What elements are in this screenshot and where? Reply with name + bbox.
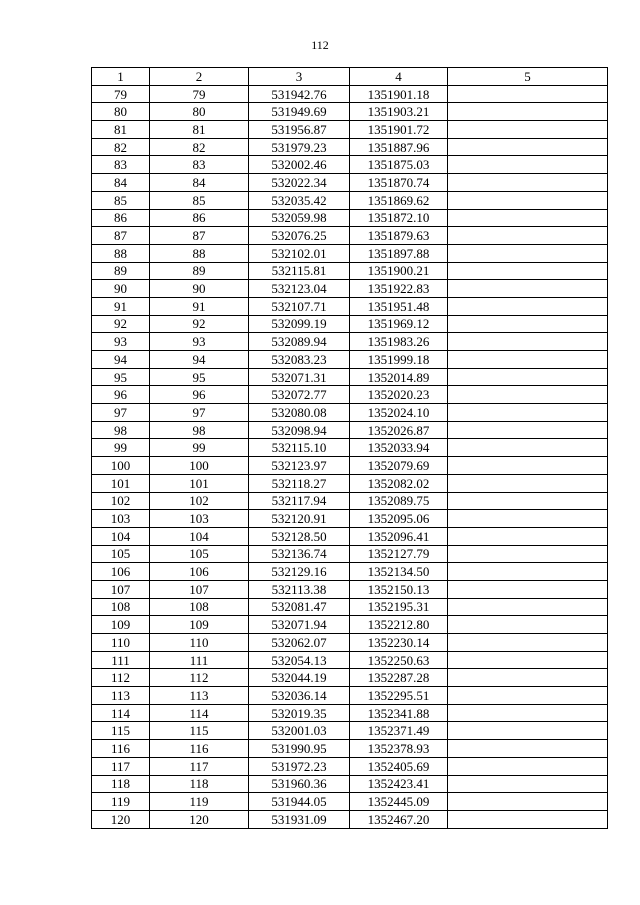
table-row	[92, 297, 608, 315]
table-row	[92, 722, 608, 740]
table-cell-col-2: 104	[150, 527, 249, 545]
table-cell-col-2: 87	[150, 227, 249, 245]
table-row	[92, 227, 608, 245]
table-cell-col-4: 1352230.14	[350, 634, 448, 652]
table-cell-col-3: 532120.91	[249, 510, 350, 528]
table-row	[92, 634, 608, 652]
table-cell-col-2: 108	[150, 598, 249, 616]
table-cell-col-1: 118	[92, 775, 150, 793]
table-cell-col-3: 532089.94	[249, 333, 350, 351]
table-cell-col-4: 1351901.18	[350, 85, 448, 103]
table-cell-col-5	[448, 492, 608, 510]
table-cell-col-2: 115	[150, 722, 249, 740]
table-cell-col-2: 106	[150, 563, 249, 581]
table-cell-col-1: 93	[92, 333, 150, 351]
table-cell-col-5	[448, 209, 608, 227]
table-cell-col-1: 79	[92, 85, 150, 103]
table-cell-col-3: 532113.38	[249, 580, 350, 598]
table-cell-col-1: 109	[92, 616, 150, 634]
table-cell-col-2: 98	[150, 421, 249, 439]
table-cell-col-5	[448, 634, 608, 652]
table-cell-col-3: 532044.19	[249, 669, 350, 687]
table-cell-col-4: 1351903.21	[350, 103, 448, 121]
column-header-1: 1	[92, 68, 150, 86]
table-cell-col-4: 1352089.75	[350, 492, 448, 510]
table-cell-col-3: 532115.81	[249, 262, 350, 280]
table-cell-col-2: 105	[150, 545, 249, 563]
table-cell-col-1: 84	[92, 174, 150, 192]
table-cell-col-4: 1352014.89	[350, 368, 448, 386]
table-cell-col-2: 89	[150, 262, 249, 280]
table-row	[92, 704, 608, 722]
table-cell-col-5	[448, 262, 608, 280]
table-cell-col-5	[448, 704, 608, 722]
table-cell-col-1: 105	[92, 545, 150, 563]
column-header-2: 2	[150, 68, 249, 86]
table-cell-col-2: 90	[150, 280, 249, 298]
table-cell-col-5	[448, 227, 608, 245]
table-cell-col-5	[448, 439, 608, 457]
table-cell-col-4: 1351887.96	[350, 138, 448, 156]
table-cell-col-1: 95	[92, 368, 150, 386]
table-cell-col-3: 532059.98	[249, 209, 350, 227]
table-cell-col-3: 532019.35	[249, 704, 350, 722]
table-cell-col-2: 113	[150, 687, 249, 705]
table-row	[92, 457, 608, 475]
table-cell-col-4: 1352020.23	[350, 386, 448, 404]
table-cell-col-2: 83	[150, 156, 249, 174]
table-cell-col-3: 532054.13	[249, 651, 350, 669]
table-cell-col-2: 91	[150, 297, 249, 315]
table-cell-col-1: 120	[92, 810, 150, 828]
table-cell-col-4: 1351969.12	[350, 315, 448, 333]
table-cell-col-2: 97	[150, 404, 249, 422]
table-row	[92, 156, 608, 174]
table-cell-col-4: 1351951.48	[350, 297, 448, 315]
table-row	[92, 386, 608, 404]
table-cell-col-3: 531990.95	[249, 740, 350, 758]
table-cell-col-3: 532071.31	[249, 368, 350, 386]
table-cell-col-4: 1352423.41	[350, 775, 448, 793]
table-cell-col-2: 117	[150, 757, 249, 775]
table-cell-col-1: 86	[92, 209, 150, 227]
table-cell-col-2: 107	[150, 580, 249, 598]
table-cell-col-1: 111	[92, 651, 150, 669]
table-row	[92, 103, 608, 121]
table-row	[92, 598, 608, 616]
table-cell-col-1: 114	[92, 704, 150, 722]
table-cell-col-4: 1351999.18	[350, 351, 448, 369]
table-cell-col-3: 532035.42	[249, 191, 350, 209]
table-cell-col-3: 532117.94	[249, 492, 350, 510]
table-cell-col-2: 94	[150, 351, 249, 369]
table-cell-col-2: 111	[150, 651, 249, 669]
table-cell-col-3: 532123.04	[249, 280, 350, 298]
table-cell-col-4: 1352033.94	[350, 439, 448, 457]
table-cell-col-1: 117	[92, 757, 150, 775]
table-cell-col-1: 99	[92, 439, 150, 457]
table-cell-col-5	[448, 421, 608, 439]
table-cell-col-5	[448, 616, 608, 634]
table-row	[92, 421, 608, 439]
table-cell-col-4: 1351897.88	[350, 244, 448, 262]
table-cell-col-5	[448, 297, 608, 315]
table-cell-col-1: 115	[92, 722, 150, 740]
table-cell-col-2: 82	[150, 138, 249, 156]
table-cell-col-1: 97	[92, 404, 150, 422]
table-cell-col-5	[448, 404, 608, 422]
table-cell-col-4: 1352378.93	[350, 740, 448, 758]
table-row	[92, 85, 608, 103]
table-cell-col-1: 102	[92, 492, 150, 510]
table-cell-col-1: 107	[92, 580, 150, 598]
table-row	[92, 510, 608, 528]
table-cell-col-5	[448, 722, 608, 740]
table-row	[92, 209, 608, 227]
table-cell-col-5	[448, 580, 608, 598]
table-cell-col-2: 88	[150, 244, 249, 262]
table-cell-col-1: 100	[92, 457, 150, 475]
table-cell-col-4: 1352250.63	[350, 651, 448, 669]
table-cell-col-5	[448, 85, 608, 103]
table-cell-col-2: 100	[150, 457, 249, 475]
table-cell-col-3: 532118.27	[249, 474, 350, 492]
table-cell-col-1: 82	[92, 138, 150, 156]
table-cell-col-5	[448, 244, 608, 262]
table-cell-col-1: 110	[92, 634, 150, 652]
table-cell-col-3: 532136.74	[249, 545, 350, 563]
table-row	[92, 474, 608, 492]
table-cell-col-4: 1352134.50	[350, 563, 448, 581]
table-cell-col-3: 532072.77	[249, 386, 350, 404]
table-row	[92, 545, 608, 563]
table-cell-col-3: 532001.03	[249, 722, 350, 740]
table-row	[92, 775, 608, 793]
coordinates-table	[91, 67, 608, 829]
table-cell-col-1: 119	[92, 793, 150, 811]
table-cell-col-2: 80	[150, 103, 249, 121]
table-cell-col-5	[448, 563, 608, 581]
table-cell-col-3: 531949.69	[249, 103, 350, 121]
table-cell-col-1: 98	[92, 421, 150, 439]
table-cell-col-5	[448, 527, 608, 545]
table-cell-col-3: 532071.94	[249, 616, 350, 634]
table-cell-col-1: 88	[92, 244, 150, 262]
table-cell-col-4: 1352095.06	[350, 510, 448, 528]
table-cell-col-5	[448, 669, 608, 687]
table-cell-col-5	[448, 280, 608, 298]
table-cell-col-4: 1352287.28	[350, 669, 448, 687]
column-header-4: 4	[350, 68, 448, 86]
table-cell-col-5	[448, 651, 608, 669]
table-row	[92, 315, 608, 333]
table-cell-col-5	[448, 386, 608, 404]
table-row	[92, 368, 608, 386]
table-cell-col-5	[448, 510, 608, 528]
table-cell-col-3: 531960.36	[249, 775, 350, 793]
table-cell-col-4: 1352212.80	[350, 616, 448, 634]
table-cell-col-2: 96	[150, 386, 249, 404]
table-cell-col-5	[448, 156, 608, 174]
table-cell-col-4: 1352295.51	[350, 687, 448, 705]
table-cell-col-2: 85	[150, 191, 249, 209]
table-cell-col-4: 1352150.13	[350, 580, 448, 598]
table-cell-col-1: 87	[92, 227, 150, 245]
table-row	[92, 351, 608, 369]
table-cell-col-3: 532036.14	[249, 687, 350, 705]
table-cell-col-3: 532102.01	[249, 244, 350, 262]
table-cell-col-4: 1352445.09	[350, 793, 448, 811]
table-row	[92, 687, 608, 705]
table-cell-col-5	[448, 740, 608, 758]
table-cell-col-1: 81	[92, 121, 150, 139]
table-cell-col-5	[448, 333, 608, 351]
table-cell-col-5	[448, 757, 608, 775]
table-cell-col-5	[448, 793, 608, 811]
table-cell-col-1: 85	[92, 191, 150, 209]
column-header-3: 3	[249, 68, 350, 86]
table-cell-col-4: 1351901.72	[350, 121, 448, 139]
table-cell-col-3: 532083.23	[249, 351, 350, 369]
table-cell-col-4: 1352405.69	[350, 757, 448, 775]
table-cell-col-5	[448, 810, 608, 828]
table-cell-col-4: 1351870.74	[350, 174, 448, 192]
table-cell-col-3: 531979.23	[249, 138, 350, 156]
page-number: 112	[311, 38, 329, 52]
table-cell-col-5	[448, 545, 608, 563]
table-cell-col-5	[448, 368, 608, 386]
table-cell-col-3: 532099.19	[249, 315, 350, 333]
table-cell-col-5	[448, 474, 608, 492]
table-row	[92, 757, 608, 775]
table-row	[92, 740, 608, 758]
table-cell-col-3: 532123.97	[249, 457, 350, 475]
table-cell-col-5	[448, 174, 608, 192]
table-cell-col-4: 1351869.62	[350, 191, 448, 209]
table-cell-col-4: 1352096.41	[350, 527, 448, 545]
table-cell-col-3: 532098.94	[249, 421, 350, 439]
table-cell-col-5	[448, 457, 608, 475]
table-cell-col-1: 104	[92, 527, 150, 545]
table-cell-col-2: 102	[150, 492, 249, 510]
table-cell-col-4: 1352341.88	[350, 704, 448, 722]
table-row	[92, 563, 608, 581]
table-cell-col-4: 1352082.02	[350, 474, 448, 492]
table-cell-col-2: 79	[150, 85, 249, 103]
table-cell-col-1: 106	[92, 563, 150, 581]
column-header-5: 5	[448, 68, 608, 86]
table-cell-col-3: 531931.09	[249, 810, 350, 828]
table-row	[92, 439, 608, 457]
table-cell-col-1: 101	[92, 474, 150, 492]
table-row	[92, 810, 608, 828]
table-cell-col-1: 89	[92, 262, 150, 280]
table-cell-col-1: 92	[92, 315, 150, 333]
table-row	[92, 580, 608, 598]
table-cell-col-4: 1352127.79	[350, 545, 448, 563]
table-cell-col-3: 532129.16	[249, 563, 350, 581]
table-cell-col-2: 112	[150, 669, 249, 687]
table-cell-col-2: 81	[150, 121, 249, 139]
table-cell-col-1: 91	[92, 297, 150, 315]
table-cell-col-4: 1351983.26	[350, 333, 448, 351]
table-cell-col-3: 532128.50	[249, 527, 350, 545]
table-cell-col-1: 108	[92, 598, 150, 616]
table-cell-col-2: 120	[150, 810, 249, 828]
table-cell-col-1: 80	[92, 103, 150, 121]
table-cell-col-1: 90	[92, 280, 150, 298]
table-cell-col-2: 114	[150, 704, 249, 722]
table-cell-col-5	[448, 687, 608, 705]
table-cell-col-4: 1352024.10	[350, 404, 448, 422]
table-cell-col-3: 531956.87	[249, 121, 350, 139]
table-cell-col-5	[448, 598, 608, 616]
table-cell-col-2: 116	[150, 740, 249, 758]
table-cell-col-2: 84	[150, 174, 249, 192]
table-cell-col-3: 531942.76	[249, 85, 350, 103]
table-row	[92, 174, 608, 192]
table-cell-col-5	[448, 191, 608, 209]
table-row	[92, 527, 608, 545]
table-row	[92, 333, 608, 351]
table-cell-col-1: 113	[92, 687, 150, 705]
table-cell-col-1: 112	[92, 669, 150, 687]
table-body	[92, 85, 608, 828]
table-cell-col-4: 1352195.31	[350, 598, 448, 616]
table-cell-col-3: 532107.71	[249, 297, 350, 315]
table-cell-col-4: 1351875.03	[350, 156, 448, 174]
table-cell-col-2: 92	[150, 315, 249, 333]
table-row	[92, 262, 608, 280]
table-row	[92, 244, 608, 262]
table-cell-col-3: 532062.07	[249, 634, 350, 652]
table-cell-col-2: 119	[150, 793, 249, 811]
table-cell-col-3: 532002.46	[249, 156, 350, 174]
table-cell-col-1: 116	[92, 740, 150, 758]
table-cell-col-2: 95	[150, 368, 249, 386]
table-cell-col-4: 1352467.20	[350, 810, 448, 828]
table-row	[92, 121, 608, 139]
table-cell-col-3: 531972.23	[249, 757, 350, 775]
table-row	[92, 191, 608, 209]
table-header-row	[92, 68, 608, 86]
table-cell-col-4: 1352371.49	[350, 722, 448, 740]
table-cell-col-5	[448, 775, 608, 793]
table-cell-col-3: 531944.05	[249, 793, 350, 811]
table-cell-col-5	[448, 315, 608, 333]
table-cell-col-2: 118	[150, 775, 249, 793]
table-row	[92, 280, 608, 298]
table-cell-col-3: 532022.34	[249, 174, 350, 192]
table-cell-col-3: 532115.10	[249, 439, 350, 457]
table-cell-col-1: 83	[92, 156, 150, 174]
table-cell-col-2: 93	[150, 333, 249, 351]
table-cell-col-3: 532081.47	[249, 598, 350, 616]
table-cell-col-2: 110	[150, 634, 249, 652]
table-row	[92, 793, 608, 811]
table-row	[92, 616, 608, 634]
table-cell-col-2: 86	[150, 209, 249, 227]
table-cell-col-3: 532076.25	[249, 227, 350, 245]
table-row	[92, 651, 608, 669]
table-cell-col-4: 1352079.69	[350, 457, 448, 475]
table-cell-col-2: 99	[150, 439, 249, 457]
table-cell-col-1: 94	[92, 351, 150, 369]
table-row	[92, 669, 608, 687]
table-cell-col-2: 109	[150, 616, 249, 634]
table-cell-col-4: 1351922.83	[350, 280, 448, 298]
table-cell-col-3: 532080.08	[249, 404, 350, 422]
table-cell-col-1: 103	[92, 510, 150, 528]
table-cell-col-4: 1351900.21	[350, 262, 448, 280]
table-cell-col-4: 1352026.87	[350, 421, 448, 439]
table-cell-col-5	[448, 103, 608, 121]
table-row	[92, 138, 608, 156]
table-cell-col-2: 103	[150, 510, 249, 528]
table-cell-col-4: 1351879.63	[350, 227, 448, 245]
table-cell-col-4: 1351872.10	[350, 209, 448, 227]
table-cell-col-5	[448, 121, 608, 139]
table-cell-col-2: 101	[150, 474, 249, 492]
table-row	[92, 404, 608, 422]
table-cell-col-1: 96	[92, 386, 150, 404]
table-cell-col-5	[448, 351, 608, 369]
table-cell-col-5	[448, 138, 608, 156]
table-row	[92, 492, 608, 510]
